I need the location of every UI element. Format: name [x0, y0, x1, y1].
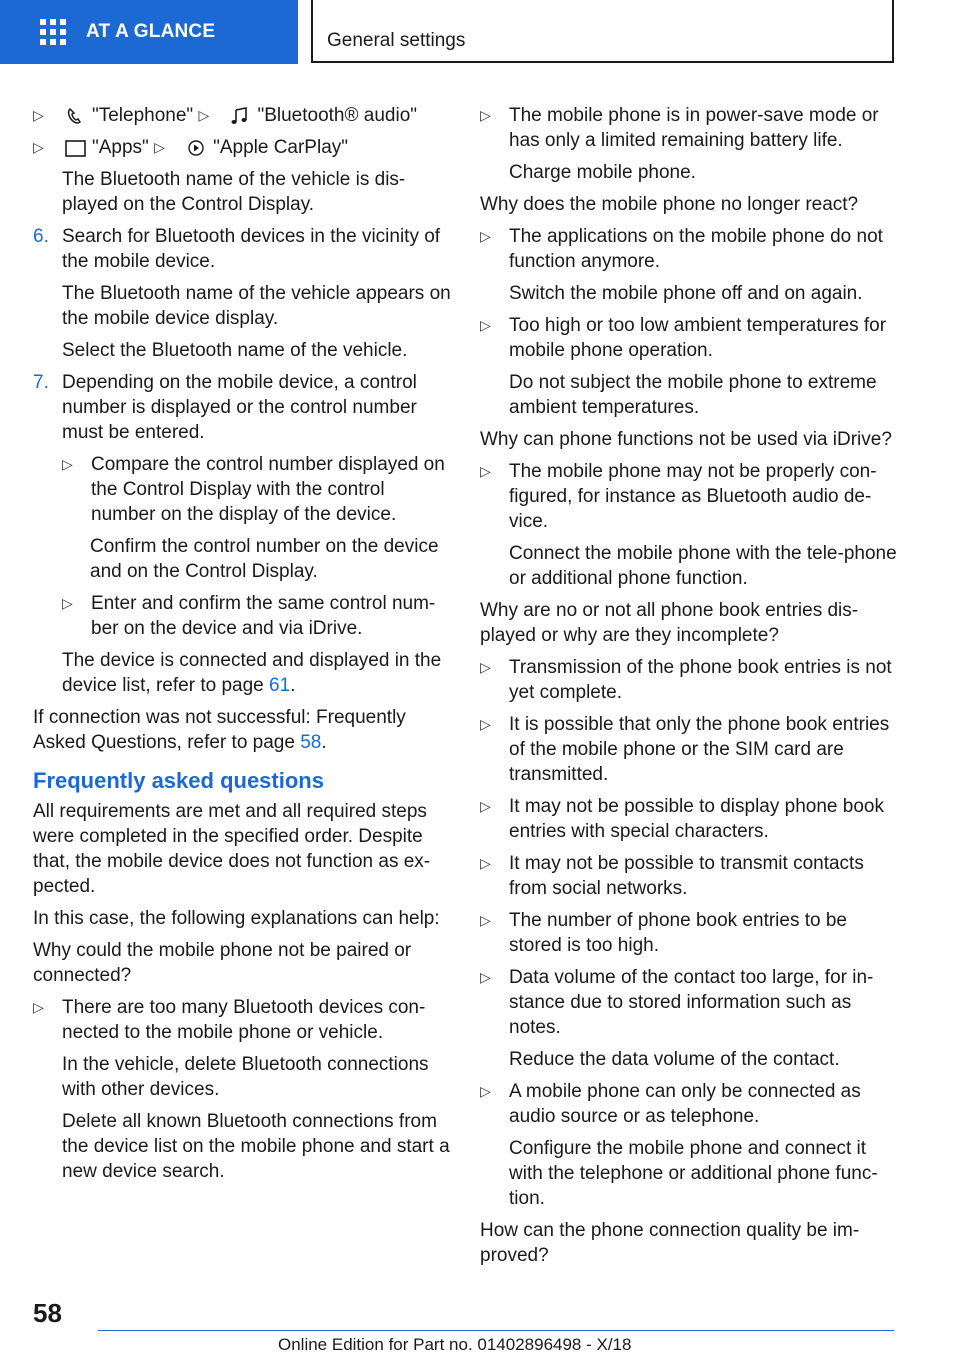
list-item: ▷ A mobile phone can only be connected as audio source or as telephone.	[480, 1079, 900, 1129]
list-item: ▷ It may not be possible to transmit contacts from social networks.	[480, 851, 900, 901]
telephone-icon	[62, 106, 88, 126]
list-item: ▷ Too high or too low ambient temperatures for mobile phone operation.	[480, 313, 900, 363]
edition-footer: Online Edition for Part no. 01402896498 - X/18	[278, 1335, 632, 1354]
list-item: ▷ It is possible that only the phone book entries of the mobile phone or the SIM card are transmitted.	[480, 712, 900, 787]
paragraph: Configure the mobile phone and connect it with the telephone or additional phone func-tion.	[509, 1138, 878, 1209]
grid-icon	[40, 19, 66, 45]
list-item: ▷ Transmission of the phone book entries is not yet complete.	[480, 655, 900, 705]
apps-icon	[62, 138, 88, 158]
list-item: ▷ The applications on the mobile phone do not function anymore.	[480, 224, 900, 274]
music-note-icon	[227, 106, 253, 126]
section-label: AT A GLANCE	[86, 21, 216, 42]
list-item: ▷ The number of phone book entries to be stored is too high.	[480, 908, 900, 958]
step-number: 7.	[33, 372, 49, 393]
list-item: ▷ Compare the control number displayed on the Control Display with the control number on the display of the device.	[62, 454, 445, 525]
page-title: General settings	[327, 30, 466, 51]
footer-divider	[98, 1330, 894, 1331]
triangle-bullet-icon: ▷	[62, 456, 73, 472]
carplay-icon	[183, 138, 209, 158]
paragraph: Confirm the control number on the device and on the Control Display.	[90, 536, 439, 582]
paragraph: The device is connected and displayed in the device list, refer to page 61.	[62, 650, 442, 696]
list-item: ▷ There are too many Bluetooth devices con-nected to the mobile phone or vehicle.	[33, 995, 453, 1045]
question: Why can phone functions not be used via iDrive?	[480, 429, 892, 450]
paragraph: In the vehicle, delete Bluetooth connections with other devices.	[62, 1054, 429, 1100]
right-column	[480, 103, 900, 1275]
section-tab[interactable]	[0, 0, 298, 64]
header-title-box	[311, 0, 894, 63]
paragraph: Connect the mobile phone with the tele-phone or additional phone function.	[509, 543, 897, 589]
paragraph: In this case, the following explanations can help:	[33, 908, 440, 929]
menu-item-apps: ▷ "Apps"	[33, 135, 149, 160]
paragraph: The Bluetooth name of the vehicle is dis-played on the Control Display.	[62, 169, 406, 215]
paragraph: Select the Bluetooth name of the vehicle.	[62, 340, 408, 361]
page-number: 58	[33, 1298, 62, 1328]
list-item: ▷ The mobile phone may not be properly con-figured, for instance as Bluetooth audio de-vice.	[480, 459, 900, 534]
paragraph: Delete all known Bluetooth connections from the device list on the mobile phone and start a new device search.	[62, 1111, 450, 1182]
page-link-61[interactable]: 61	[269, 675, 291, 696]
step-6: 6. Search for Bluetooth devices in the vicinity of the mobile device.	[33, 226, 441, 272]
question: Why are no or not all phone book entries dis-played or why are they incomplete?	[480, 600, 859, 646]
section-heading: Frequently asked questions	[33, 768, 324, 793]
menu-item-bluetooth-audio: ▷ "Bluetooth® audio"	[198, 103, 417, 128]
paragraph: Do not subject the mobile phone to extreme ambient temperatures.	[509, 372, 877, 418]
triangle-bullet-icon: ▷	[62, 595, 73, 611]
paragraph: Switch the mobile phone off and on again.	[509, 283, 863, 304]
question: Why could the mobile phone not be paired or connected?	[33, 940, 412, 986]
question: How can the phone connection quality be im-proved?	[480, 1220, 860, 1266]
menu-item-apple-carplay: ▷ "Apple CarPlay"	[154, 135, 348, 160]
step-7: 7. Depending on the mobile device, a control number is displayed or the control number must be entered.	[33, 372, 417, 443]
list-item: ▷ Data volume of the contact too large, for in-stance due to stored information such as notes.	[480, 965, 900, 1040]
question: Why does the mobile phone no longer react?	[480, 194, 859, 215]
paragraph: The Bluetooth name of the vehicle appears on the mobile device display.	[62, 283, 451, 329]
page-link-58[interactable]: 58	[300, 732, 322, 753]
list-item: ▷ The mobile phone is in power-save mode or has only a limited remaining battery life.	[480, 103, 900, 153]
paragraph: Reduce the data volume of the contact.	[509, 1049, 840, 1070]
step-number: 6.	[33, 226, 49, 247]
list-item: ▷ It may not be possible to display phone book entries with special characters.	[480, 794, 900, 844]
left-column	[33, 103, 453, 1191]
list-item: ▷ Enter and confirm the same control num-ber on the device and via iDrive.	[62, 593, 436, 639]
menu-item-telephone: ▷ "Telephone"	[33, 103, 193, 128]
paragraph: If connection was not successful: Frequently Asked Questions, refer to page 58.	[33, 707, 406, 753]
paragraph: All requirements are met and all required steps were completed in the specified order. Despite that, the mobile device does not function as ex-pected.	[33, 801, 431, 897]
paragraph: Charge mobile phone.	[509, 162, 696, 183]
